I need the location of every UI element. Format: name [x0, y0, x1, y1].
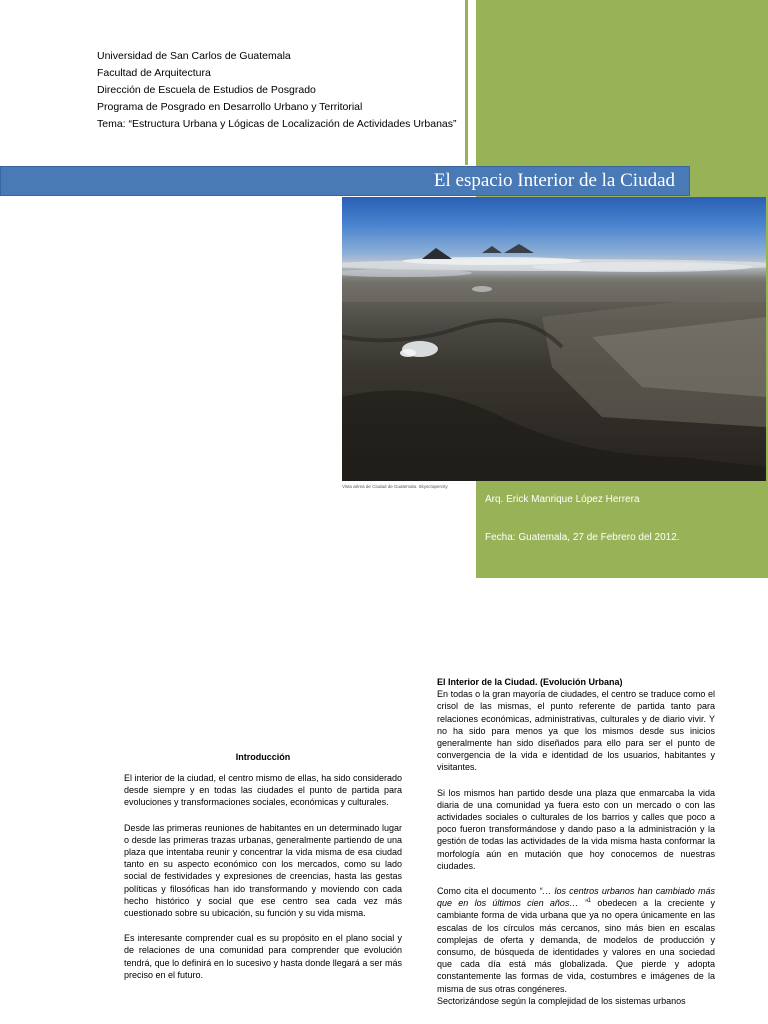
document-date: Fecha: Guatemala, 27 de Febrero del 2012. [485, 532, 680, 543]
document-title: El espacio Interior de la Ciudad [433, 170, 675, 191]
quote-rest: obedecen a la creciente y cambiante forma de vida urbana que ya no opera únicamente en las escalas de los círculos más cercanos, sino más bien en escalas complejas de oferta y demanda, de modelos de producción y consumo, de búsqueda de identidades y valores en una sociedad que cada día está más globalizada. Que pierde y adopta constantemente las formas de vida, costumbres e imágenes de la misma de sus otras congéneres. [437, 898, 715, 994]
evolution-paragraph [437, 885, 715, 995]
program-line: Programa de Posgrado en Desarrollo Urbano y Territorial [97, 101, 363, 113]
school-line: Dirección de Escuela de Estudios de Posgrado [97, 84, 316, 96]
intro-paragraph: El interior de la ciudad, el centro mismo de ellas, ha sido considerado desde siempre y en todas las ciudades el punto de partida para evoluciones y transformaciones sociales, económicas y culturales. [124, 773, 402, 808]
title-bar [0, 166, 690, 196]
photo-caption: Vista aérea de Ciudad de Guatemala. Skyscrapercity [342, 484, 448, 489]
quote-text: “… los centros urbanos han cambiado más que en los últimos cien años… ” [437, 886, 715, 909]
evolution-paragraph: En todas o la gran mayoría de ciudades, el centro se traduce como el crisol de las mismas, el punto referente de partida tanto para relaciones económicas, administrativas, culturales y de diario vivir. Y no ha sido para menos ya que los mismos desde sus inicios generalmente han sido diseñados para ello para ser el punto de convergencia de la vida e identidad de los usuarios, habitantes y visitantes. [437, 689, 715, 773]
evolution-heading: El Interior de la Ciudad. (Evolución Urbana) [437, 677, 623, 687]
header-block [97, 48, 467, 133]
intro-paragraph: Desde las primeras reuniones de habitantes en un determinado lugar o desde las primeras trazas urbanas, generalmente partiendo de una plaza que intentaba reunir y concentrar la vida misma de esa ciudad tanto en su aspecto económico con los mercados, como su lado social de festividades y expresiones de creencias, hasta las gestas políticas y filosóficas han ido transformando y moviendo con cada hecho histórico y social que ese centro sea cada vez más cuestionado sobre su ubicación, su función y su vida misma. [124, 822, 402, 919]
intro-heading: Introducción [235, 752, 291, 762]
intro-paragraph: Es interesante comprender cual es su propósito en el plano social y de relaciones de una comunidad para comprender que evolución tendrá, que lo definirá en lo sucesivo y hasta donde llegará a ser más preciso en el futuro. [124, 933, 402, 980]
evolution-paragraph: Si los mismos han partido desde una plaza que enmarcaba la vida diaria de una comunidad ya fuera esto con un mercado o con las actividades sociales o culturales de los barrios y calles que poco a poco fueron transformándose y dando paso a la administración y la gestión de todas las actividades de la vida misma hasta conformar la morfología aún en mutación que hoy conocemos de nuestras ciudades. [437, 787, 715, 871]
intro-column [124, 772, 402, 994]
evolution-column [437, 676, 715, 1020]
aerial-photo-illustration [342, 197, 766, 481]
topic-line: Tema: “Estructura Urbana y Lógicas de Localización de Actividades Urbanas” [97, 118, 457, 130]
footnote-marker[interactable]: 1 [587, 898, 592, 905]
author-name: Arq. Erick Manrique López Herrera [485, 494, 640, 505]
quote-intro: Como cita el documento [437, 886, 540, 897]
faculty-line: Facultad de Arquitectura [97, 67, 211, 79]
university-line: Universidad de San Carlos de Guatemala [97, 50, 291, 62]
aerial-city-photo [342, 197, 766, 481]
evolution-paragraph: Sectorizándose según la complejidad de los sistemas urbanos [437, 995, 686, 1006]
